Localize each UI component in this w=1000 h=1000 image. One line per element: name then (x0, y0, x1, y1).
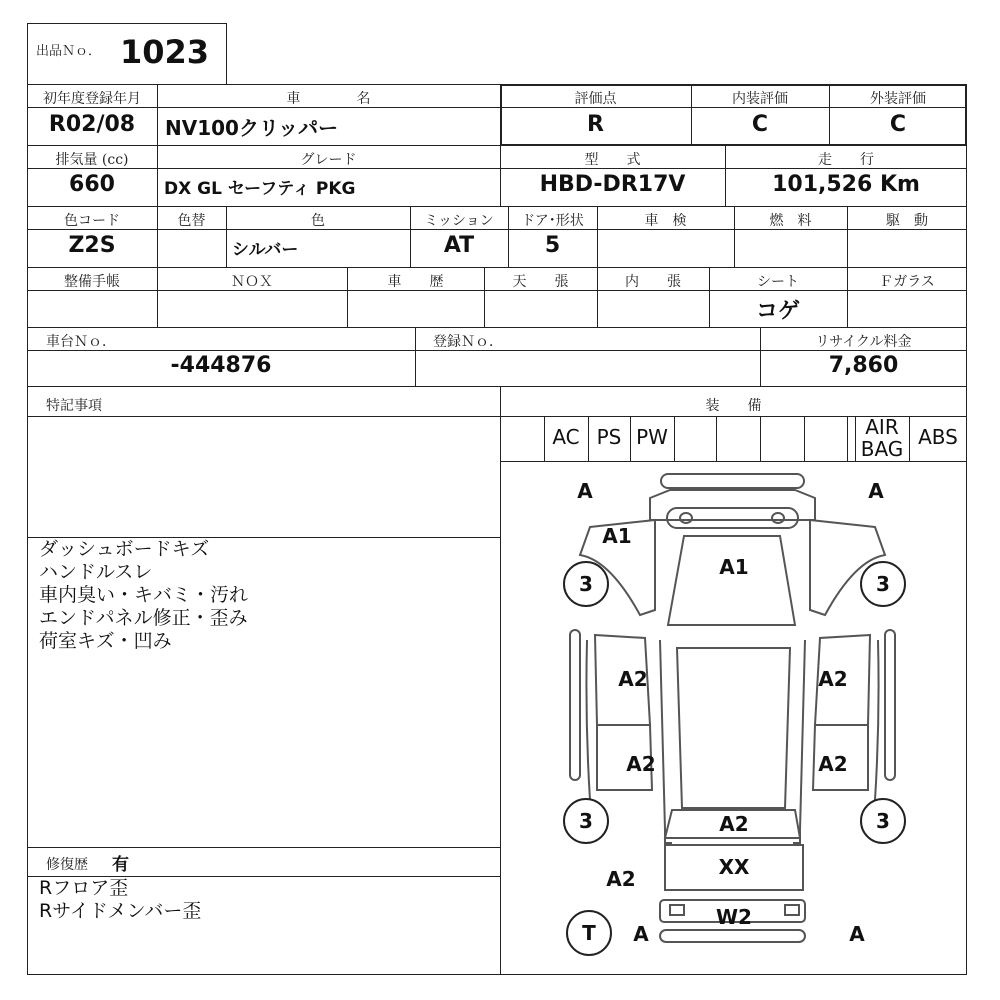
recycle-label: リサイクル料金 (815, 334, 912, 350)
mission-value: AT (443, 233, 475, 258)
equipment-divider (760, 416, 761, 461)
lot-number: 1023 (120, 33, 210, 71)
mark-spare-tire: T (566, 910, 612, 956)
roof-label: 天 張 (512, 274, 569, 290)
maintenance-label: 整備手帳 (64, 274, 120, 290)
history-label: 車 歴 (387, 274, 444, 290)
glass-label: Ｆガラス (879, 274, 935, 290)
door-value: 5 (544, 233, 561, 258)
car-name-value: NV100クリッパー (165, 116, 339, 140)
repair-history-value: 有 (112, 855, 129, 875)
drive-label: 駆 動 (886, 213, 928, 229)
grade-label: グレード (300, 152, 357, 168)
repair-text: Rフロア歪 Rサイドメンバー歪 (39, 877, 202, 922)
exterior-label: 外装評価 (870, 91, 926, 107)
mark-rear-quarter-left: A2 (606, 867, 636, 891)
chassis-label: 車台Ｎｏ． (46, 334, 116, 350)
mileage-value: 101,526 Km (772, 172, 920, 197)
mark-tire-rr: 3 (860, 798, 906, 844)
car-name-label: 車 名 (286, 91, 371, 107)
first-reg-value: R02/08 (48, 112, 136, 137)
mark-tire-fl: 3 (563, 561, 609, 607)
mark-door-rl: A2 (626, 752, 656, 776)
repaint-label: 色替 (177, 213, 206, 229)
door-label: ドア･形状 (521, 213, 584, 229)
equipment-item: AC (552, 425, 580, 449)
regno-label: 登録Ｎｏ． (433, 334, 503, 350)
mark-door-fl: A2 (618, 667, 648, 691)
mark-hood-left: A1 (602, 524, 632, 548)
score-value: R (587, 112, 604, 137)
displacement-label: 排気量 (cc) (55, 152, 129, 168)
equipment-item: AIR BAG (860, 415, 904, 461)
exterior-value: C (889, 112, 907, 137)
interior-label: 内装評価 (732, 91, 788, 107)
equipment-divider (804, 416, 805, 461)
nox-label: ＮＯＸ (231, 274, 273, 290)
color-code-value: Z2S (68, 233, 116, 258)
equipment-divider (716, 416, 717, 461)
score-label: 評価点 (574, 91, 617, 107)
grade-value: DX GL セーフティ PKG (164, 179, 356, 199)
interior-trim-label: 内 張 (625, 274, 681, 290)
mark-rear-left: A (633, 922, 649, 946)
equipment-divider (674, 416, 675, 461)
mark-door-rr: A2 (818, 752, 848, 776)
fuel-label: 燃 料 (769, 213, 812, 229)
first-reg-label: 初年度登録年月 (43, 91, 141, 107)
equipment-label: 装 備 (705, 398, 762, 414)
mark-tire-rl: 3 (563, 798, 609, 844)
mark-rear-right: A (849, 922, 865, 946)
mark-front-right: A (868, 479, 884, 503)
lot-label: 出品Ｎｏ． (36, 44, 102, 59)
mark-tire-fr: 3 (860, 561, 906, 607)
remarks-label: 特記事項 (46, 398, 102, 414)
mark-roof-rear: A2 (719, 812, 749, 836)
inspection-label: 車 検 (644, 213, 687, 229)
equipment-item: ABS (918, 425, 958, 449)
chassis-value: -444876 (170, 353, 272, 378)
mark-rear-bumper: W2 (716, 905, 752, 929)
mileage-label: 走 行 (818, 152, 874, 168)
color-code-label: 色コード (64, 213, 120, 229)
equipment-item: PS (596, 425, 622, 449)
repair-history-label: 修復歴 (46, 857, 88, 873)
mark-hood: A1 (719, 555, 749, 579)
car-diagram (500, 461, 967, 975)
model-label: 型 式 (584, 152, 641, 168)
remarks-text: ダッシュボードキズ ハンドルスレ 車内臭い・キバミ・汚れ エンドパネル修正・歪み 荷室キズ・凹み (39, 538, 249, 652)
interior-value: C (751, 112, 769, 137)
equipment-divider (847, 416, 848, 461)
mark-door-fr: A2 (818, 667, 848, 691)
mark-cargo: XX (718, 855, 750, 879)
seat-value: コゲ (755, 299, 800, 324)
mission-label: ミッション (424, 213, 494, 229)
color-label: 色 (311, 213, 325, 229)
mark-front-left: A (577, 479, 593, 503)
color-value: シルバー (232, 240, 299, 260)
equipment-divider (500, 416, 501, 461)
seat-label: シート (757, 274, 799, 290)
model-value: HBD-DR17V (539, 172, 686, 197)
recycle-value: 7,860 (828, 353, 899, 378)
equipment-item: PW (636, 425, 668, 449)
displacement-value: 660 (69, 172, 115, 197)
